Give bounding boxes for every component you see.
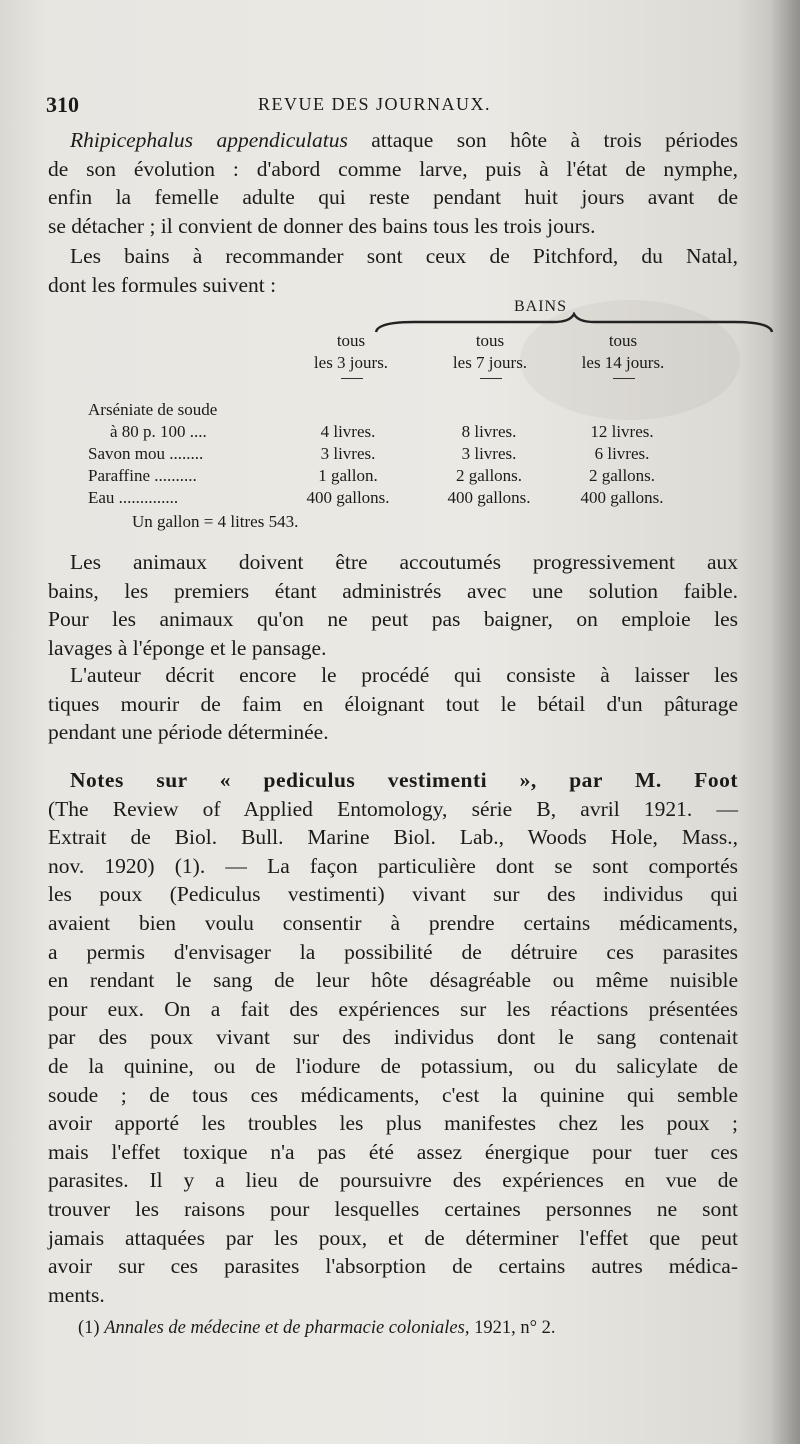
table-cell: 8 livres. <box>461 422 517 441</box>
text-line: Pour les animaux qu'on ne peut pas baigner, on emploie les <box>48 607 738 632</box>
column-header-bottom: les 7 jours. <box>452 353 528 372</box>
text-line: lavages à l'éponge et le pansage. <box>48 635 327 660</box>
table-cell: 400 gallons. <box>447 488 531 507</box>
table-cell: 3 livres. <box>461 444 517 463</box>
page-shadow <box>770 0 800 1444</box>
text-line: ments. <box>48 1282 105 1307</box>
running-header <box>46 92 746 122</box>
column-header <box>296 330 406 374</box>
column-header <box>435 330 545 374</box>
table-row <box>48 444 748 466</box>
text-line: avoir sur ces parasites l'absorption de certains autres médica- <box>48 1254 738 1279</box>
paragraph-bains <box>48 242 738 299</box>
column-header-top: tous <box>336 331 366 350</box>
journal-title: REVUE DES JOURNAUX. <box>258 94 492 114</box>
text-line: avaient bien voulu consentir à prendre certains médicaments, <box>48 910 738 935</box>
text-line: parasites. Il y a lieu de poursuivre des expériences en vue de <box>48 1168 738 1193</box>
page-number: 310 <box>46 92 79 117</box>
footnote-marker: (1) <box>78 1318 100 1338</box>
text-line: pour eux. On a fait des expériences sur les réactions présentées <box>48 996 738 1021</box>
table-cell: 2 gallons. <box>588 466 656 485</box>
column-rule <box>480 378 502 379</box>
table-group-header: BAINS <box>514 298 568 315</box>
text-line: les poux (Pediculus vestimenti) vivant sur des individus qui <box>48 882 738 907</box>
column-header-bottom: les 14 jours. <box>581 353 665 372</box>
paragraph-auteur <box>48 661 738 747</box>
text-line: a permis d'envisager la possibilité de détruire ces parasites <box>48 939 738 964</box>
column-rule <box>613 378 635 379</box>
text-line: mais l'effet toxique n'a pas été assez énergique pour tuer ces <box>48 1139 738 1164</box>
footnote <box>78 1318 718 1339</box>
table-cell: 1 gallon. <box>318 466 378 485</box>
species-name: Rhipicephalus appendiculatus <box>70 128 348 152</box>
table-cell: 3 livres. <box>320 444 376 463</box>
table-cell: 400 gallons. <box>580 488 664 507</box>
text-line: avoir apporté les troubles les plus manifestes chez les poux ; <box>48 1111 738 1136</box>
column-rule <box>341 378 363 379</box>
table-cell: 12 livres. <box>590 422 654 441</box>
row-label: Eau .............. <box>88 488 179 507</box>
text-line: jamais attaquées par les poux, et de déterminer l'effet que peut <box>48 1225 738 1250</box>
table-row <box>48 400 748 422</box>
text-line: pendant une période déterminée. <box>48 720 329 745</box>
table-note: Un gallon = 4 litres 543. <box>132 512 299 531</box>
article-pediculus <box>48 766 738 1309</box>
text-line: de la quinine, ou de l'iodure de potassium, ou du salicylate de <box>48 1053 738 1078</box>
text-line: dont les formules suivent : <box>48 272 277 297</box>
text-line: nov. 1920) (1). — La façon particulière dont se sont comportés <box>48 853 738 878</box>
text-line: L'auteur décrit encore le procédé qui consiste à laisser les <box>70 663 738 687</box>
text-line: enfin la femelle adulte qui reste pendant huit jours avant de <box>48 185 738 210</box>
table-cell: 4 livres. <box>320 422 376 441</box>
text-line: se détacher ; il convient de donner des bains tous les trois jours. <box>48 213 596 238</box>
table-cell: 400 gallons. <box>306 488 390 507</box>
table-cell: 6 livres. <box>594 444 650 463</box>
paragraph-animaux <box>48 548 738 662</box>
column-header-top: tous <box>608 331 638 350</box>
text-line: Les bains à recommander sont ceux de Pitchford, du Natal, <box>70 244 738 268</box>
row-label: Savon mou ........ <box>88 444 204 463</box>
text-line: par des poux vivant sur des individus dont le sang contenait <box>48 1025 738 1050</box>
text-line: tiques mourir de faim en éloignant tout le bétail d'un pâturage <box>48 691 738 716</box>
row-label: Paraffine .......... <box>88 466 197 485</box>
table-row <box>48 422 748 444</box>
table-row <box>48 466 748 488</box>
text-line <box>48 126 738 155</box>
text-line: Extrait de Biol. Bull. Marine Biol. Lab., Woods Hole, Mass., <box>48 825 738 850</box>
article-title: Notes sur « pediculus vestimenti », par M. Foot <box>70 768 738 792</box>
column-header-bottom: les 3 jours. <box>313 353 389 372</box>
footnote-details: 1921, n° 2. <box>474 1318 556 1338</box>
table-cell: 2 gallons. <box>455 466 523 485</box>
text-line: (The Review of Applied Entomology, série B, avril 1921. — <box>48 796 738 821</box>
text-line: en rendant le sang de leur hôte désagréable ou même nuisible <box>48 968 738 993</box>
text-line: trouver les raisons pour lesquelles certaines personnes ne sont <box>48 1196 738 1221</box>
text-run: attaque son hôte à trois périodes <box>347 128 738 152</box>
row-label: Arséniate de soude <box>88 400 218 419</box>
text-line: bains, les premiers étant administrés avec une solution faible. <box>48 578 738 603</box>
paragraph-rhipicephalus <box>48 126 738 240</box>
column-header-top: tous <box>475 331 505 350</box>
text-line: Les animaux doivent être accoutumés progressivement aux <box>70 550 738 574</box>
text-line: soude ; de tous ces médicaments, c'est la quinine qui semble <box>48 1082 738 1107</box>
bath-formula-table <box>48 298 748 538</box>
text-line: de son évolution : d'abord comme larve, puis à l'état de nymphe, <box>48 156 738 181</box>
column-header <box>568 330 678 374</box>
table-row <box>48 488 748 510</box>
footnote-journal: Annales de médecine et de pharmacie coloniales, <box>104 1318 470 1338</box>
row-label: à 80 p. 100 .... <box>110 422 207 441</box>
